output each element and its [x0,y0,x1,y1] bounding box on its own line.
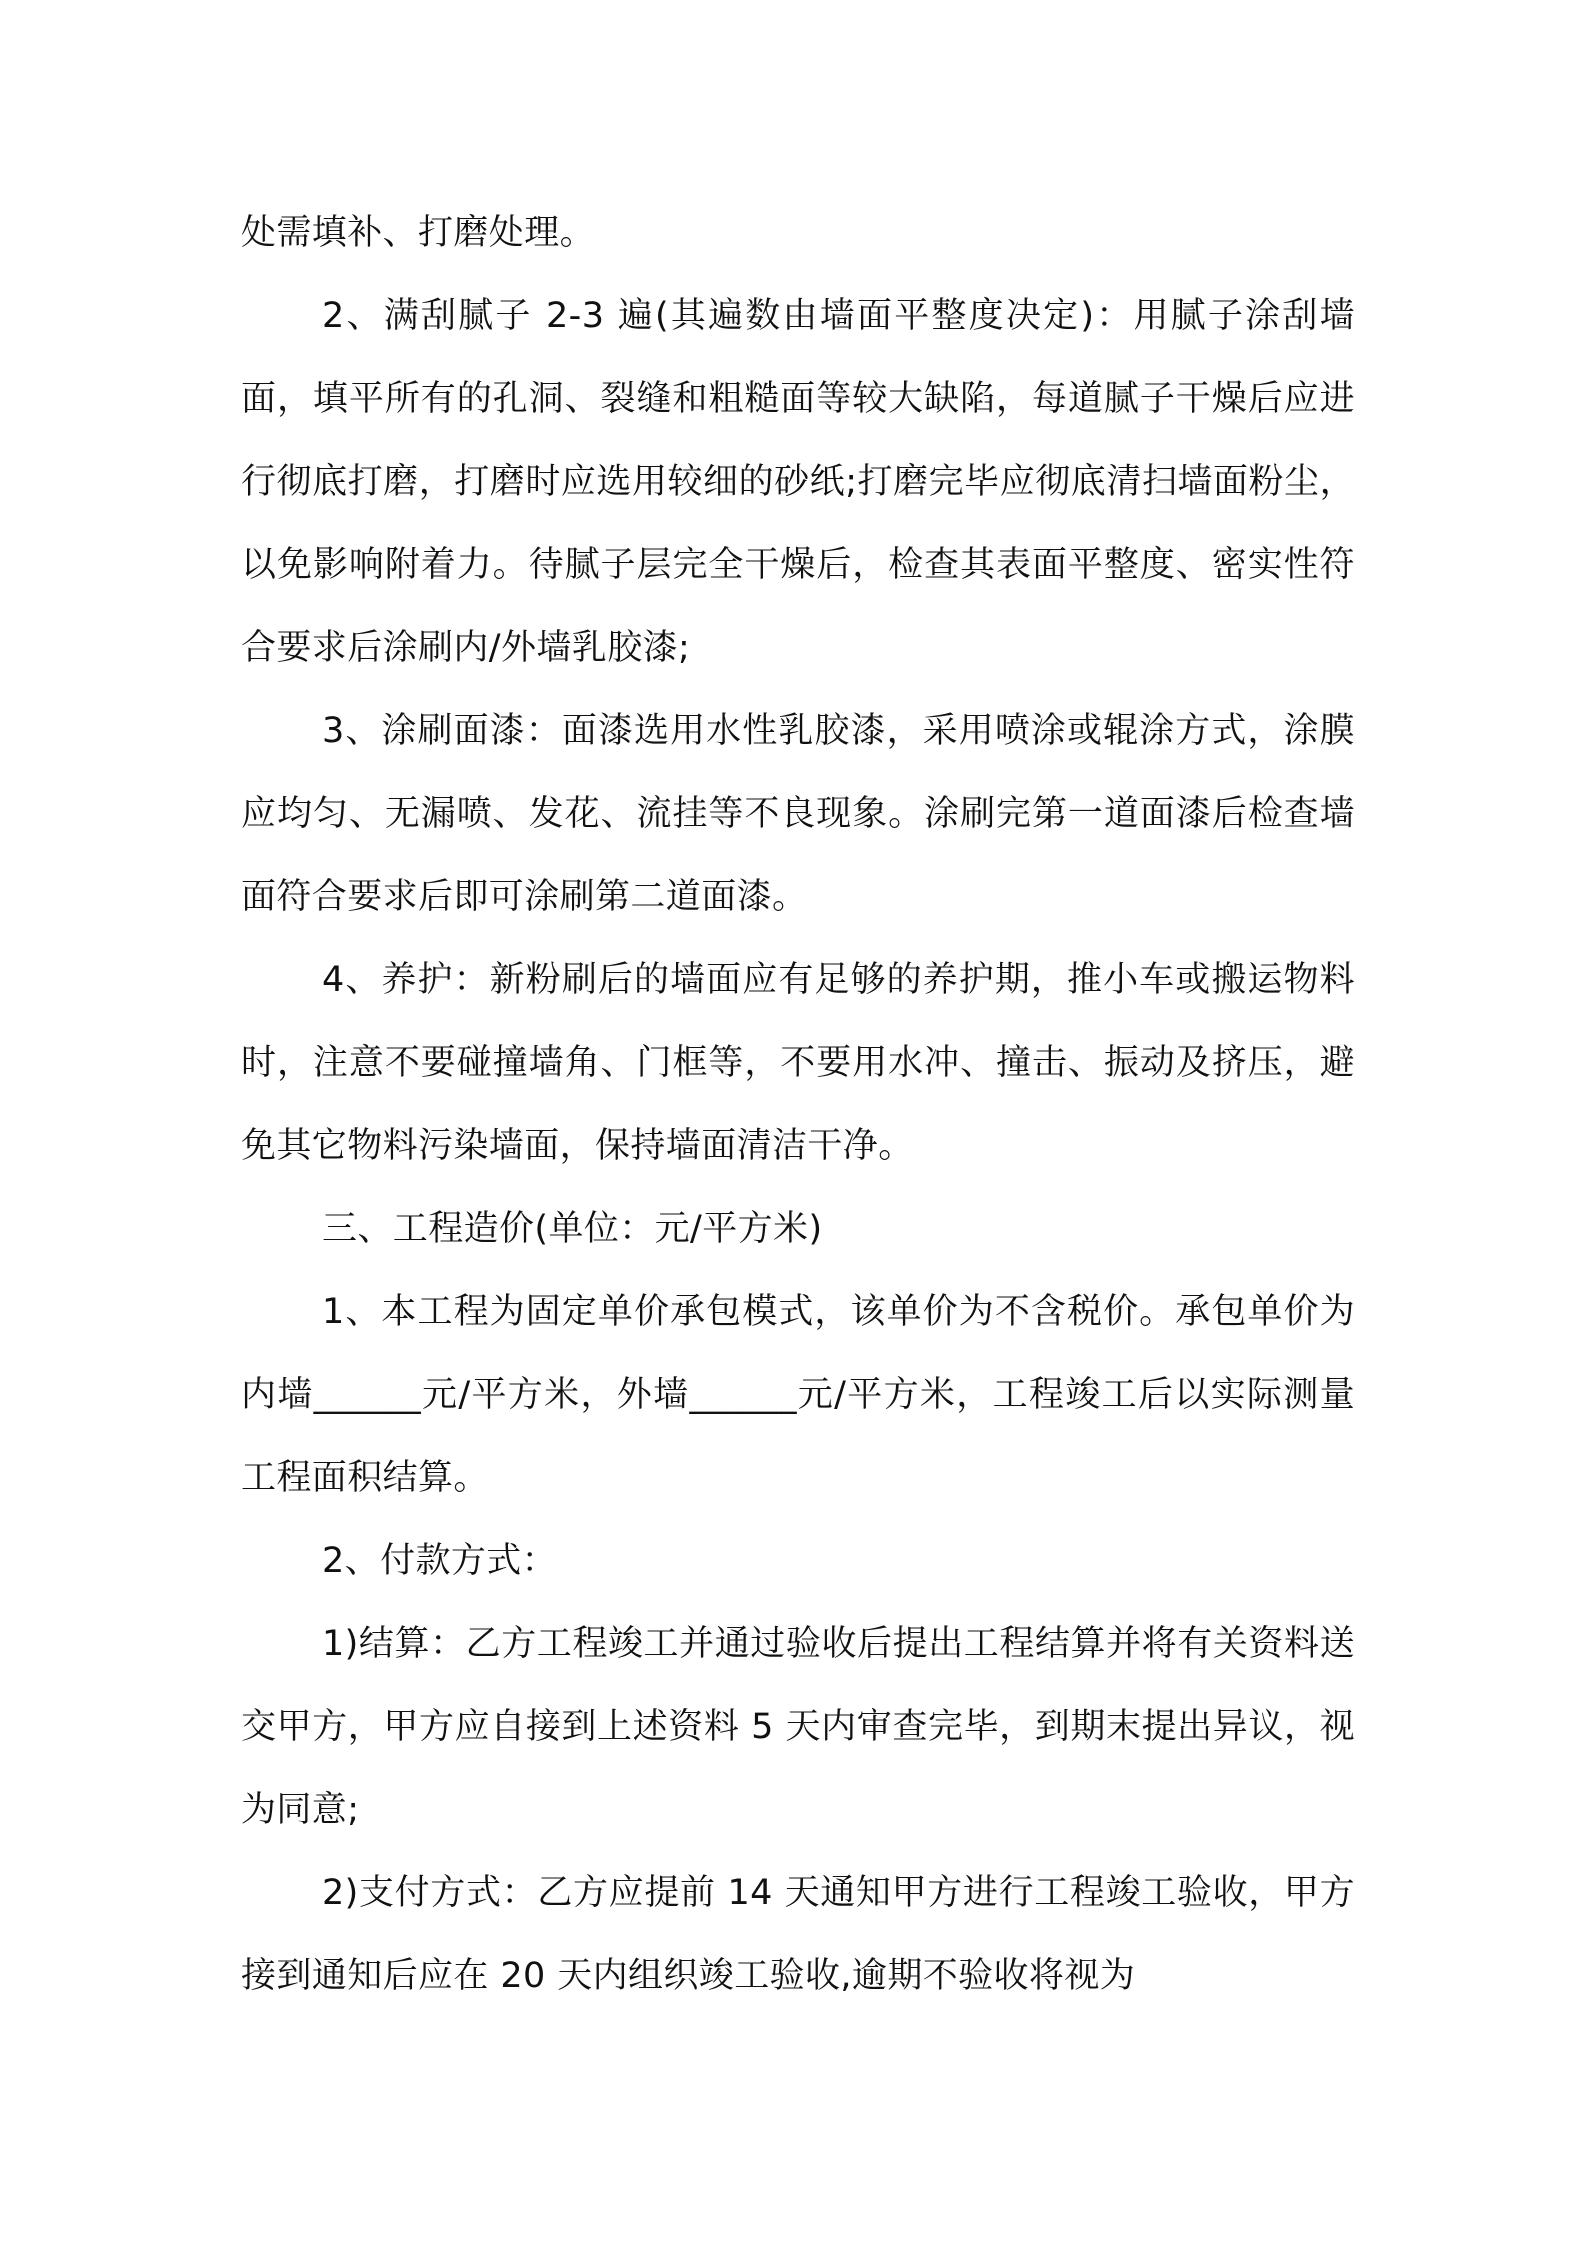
paragraph-topcoat: 3、涂刷面漆：面漆选用水性乳胶漆，采用喷涂或辊涂方式，涂膜应均匀、无漏喷、发花、流挂等不良现象。涂刷完第一道面漆后检查墙面符合要求后即可涂刷第二道面漆。 [241,711,1355,917]
paragraph-continuation: 处需填补、打磨处理。 [241,213,596,253]
paragraph-payment-method: 2、付款方式： [322,1541,558,1581]
paragraph-putty: 2、满刮腻子 2-3 遍(其遍数由墙面平整度决定)：用腻子涂刮墙面，填平所有的孔洞、裂缝和粗糙面等较大缺陷，每道腻子干燥后应进行彻底打磨，打磨时应选用较细的砂纸;打磨完毕应彻底清扫墙面粉尘，以免影响附着力。待腻子层完全干燥后，检查其表面平整度、密实性符合要求后涂刷内/外墙乳胶漆; [241,296,1355,668]
paragraph-payment-terms: 2)支付方式：乙方应提前 14 天通知甲方进行工程竣工验收，甲方接到通知后应在 20 天内组织竣工验收,逾期不验收将视为 [241,1873,1355,1996]
document-body [241,192,1355,2018]
paragraph-settlement: 1)结算：乙方工程竣工并通过验收后提出工程结算并将有关资料送交甲方，甲方应自接到上述资料 5 天内审查完毕，到期末提出异议，视为同意; [241,1624,1355,1830]
paragraph-curing: 4、养护：新粉刷后的墙面应有足够的养护期，推小车或搬运物料时，注意不要碰撞墙角、门框等，不要用水冲、撞击、振动及挤压，避免其它物料污染墙面，保持墙面清洁干净。 [241,960,1355,1166]
section-heading-cost: 三、工程造价(单位：元/平方米) [322,1209,823,1249]
paragraph-unit-price: 1、本工程为固定单价承包模式，该单价为不含税价。承包单价为内墙______元/平方米，外墙______元/平方米，工程竣工后以实际测量工程面积结算。 [241,1292,1355,1498]
